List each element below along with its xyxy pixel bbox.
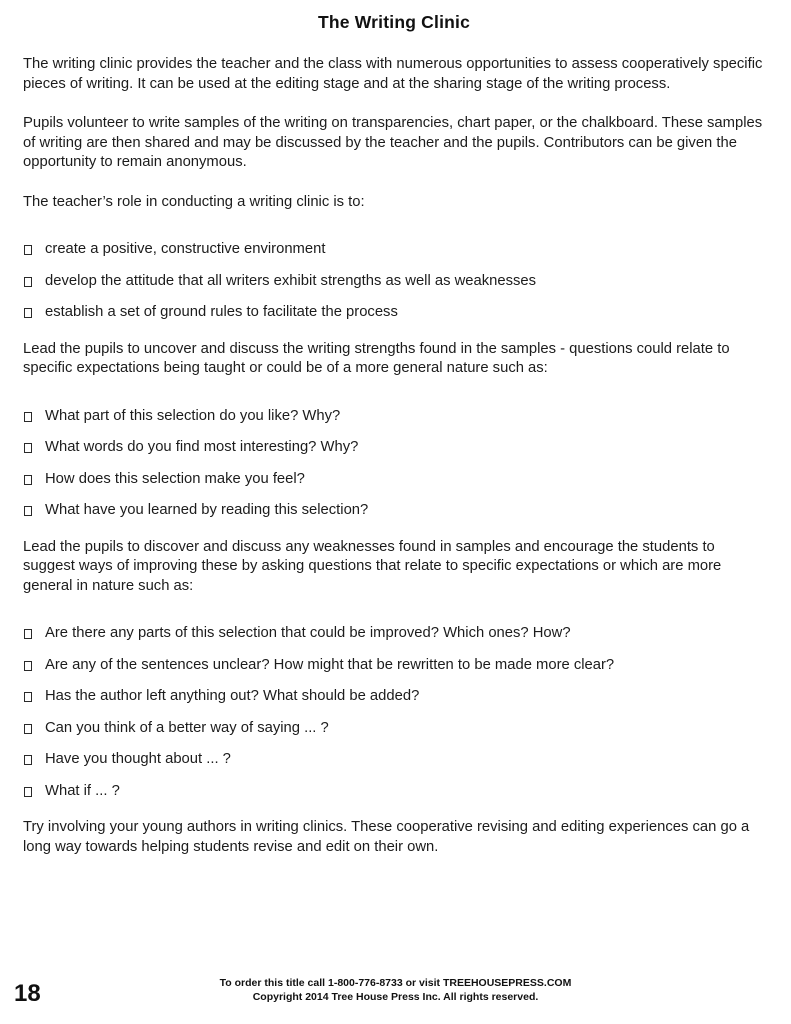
- list-item-text: Has the author left anything out? What should be added?: [45, 688, 420, 704]
- square-bullet-icon: [24, 629, 32, 639]
- square-bullet-icon: [24, 308, 32, 318]
- square-bullet-icon: [24, 443, 32, 453]
- weaknesses-question-list: [23, 624, 765, 801]
- list-item-text: What part of this selection do you like? Why?: [45, 407, 341, 424]
- list-item-text: Have you thought about ... ?: [45, 751, 231, 767]
- page-footer: [0, 970, 791, 1010]
- page-number: 18: [14, 980, 41, 1007]
- weaknesses-paragraph: Lead the pupils to discover and discuss any weaknesses found in samples and encourage the students to suggest ways of improving these by asking questions that relate to specific expectations or which are more general in nature such as:: [23, 538, 722, 594]
- list-item: [23, 470, 765, 490]
- list-item: [23, 501, 765, 521]
- list-item-text: How does this selection make you feel?: [45, 470, 305, 487]
- list-item: [23, 624, 765, 644]
- list-item: [23, 750, 765, 770]
- teacher-role-paragraph: The teacher’s role in conducting a writing clinic is to:: [23, 193, 365, 210]
- square-bullet-icon: [24, 277, 32, 287]
- list-item: [23, 303, 765, 323]
- list-item: [23, 782, 765, 802]
- square-bullet-icon: [24, 724, 32, 734]
- list-item: [23, 687, 765, 707]
- footer-copyright-line: Copyright 2014 Tree House Press Inc. All rights reserved.: [252, 991, 539, 1003]
- list-item: [23, 240, 765, 260]
- closing-paragraph: Try involving your young authors in writing clinics. These cooperative revising and editing experiences can go a long way towards helping students revise and edit on their own.: [23, 819, 750, 855]
- list-item-text: What words do you find most interesting? Why?: [45, 439, 359, 455]
- list-item-text: establish a set of ground rules to facilitate the process: [45, 304, 398, 320]
- footer-order-line: To order this title call 1-800-776-8733 or visit TREEHOUSEPRESS.COM: [219, 977, 572, 989]
- list-item-text: develop the attitude that all writers exhibit strengths as well as weaknesses: [45, 272, 537, 289]
- list-item: [23, 272, 765, 292]
- teacher-role-list: [23, 240, 765, 323]
- intro-paragraph-2: Pupils volunteer to write samples of the writing on transparencies, chart paper, or the chalkboard. These samples of writing are then shared and may be discussed by the teacher and the pupils. Contributors can be given the opportunity to remain anonymous.: [23, 115, 763, 170]
- intro-paragraph-1: The writing clinic provides the teacher and the class with numerous opportunities to assess cooperatively specific pieces of writing. It can be used at the editing stage and at the sharing stage of the writing process.: [23, 56, 763, 92]
- list-item-text: Are any of the sentences unclear? How might that be rewritten to be made more clear?: [45, 656, 615, 673]
- square-bullet-icon: [24, 412, 32, 422]
- square-bullet-icon: [24, 245, 32, 255]
- strengths-question-list: [23, 407, 765, 521]
- list-item: [23, 407, 765, 427]
- square-bullet-icon: [24, 787, 32, 797]
- page-title: The Writing Clinic: [317, 12, 471, 32]
- list-item: [23, 719, 765, 739]
- list-item-text: create a positive, constructive environment: [45, 241, 326, 257]
- square-bullet-icon: [24, 692, 32, 702]
- list-item-text: Are there any parts of this selection that could be improved? Which ones? How?: [45, 625, 571, 641]
- square-bullet-icon: [24, 506, 32, 516]
- list-item: [23, 656, 765, 676]
- strengths-paragraph: Lead the pupils to uncover and discuss the writing strengths found in the samples - questions could relate to specific expectations being taught or could be of a more general nature such as:: [23, 340, 730, 376]
- square-bullet-icon: [24, 475, 32, 485]
- square-bullet-icon: [24, 755, 32, 765]
- list-item-text: Can you think of a better way of saying ... ?: [45, 719, 329, 736]
- square-bullet-icon: [24, 661, 32, 671]
- list-item-text: What have you learned by reading this selection?: [45, 502, 369, 518]
- footer-text: [0, 976, 791, 1004]
- list-item-text: What if ... ?: [45, 782, 120, 799]
- list-item: [23, 438, 765, 458]
